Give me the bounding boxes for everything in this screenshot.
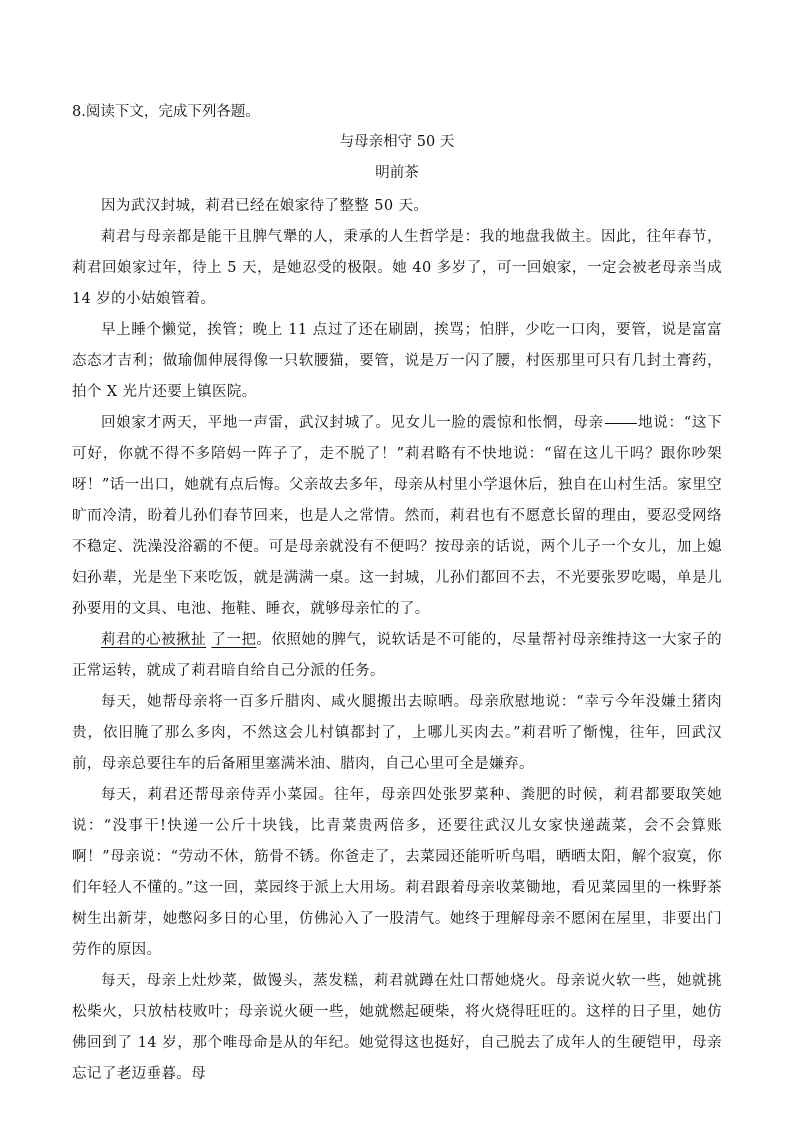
paragraph-8: 每天，母亲上灶炒菜，做馒头，蒸发糕，莉君就蹲在灶口帮她烧火。母亲说火软一些，她就挑松柴火，只放枯枝败叶；母亲说火硬一些，她就燃起硬柴，将火烧得旺旺的。这样的日子里，她仿佛回到了 14 岁，那个唯母命是从的年纪。她觉得这也挺好，自己脱去了成年人的生硬铠甲，母亲忘记了老迈垂暮。母 [72, 973, 722, 1082]
paragraph-2: 莉君与母亲都是能干且脾气犟的人，秉承的人生哲学是：我的地盘我做主。因此，往年春节，莉君回娘家过年，待上 5 天，是她忍受的极限。她 40 多岁了，可一回娘家，一定会被老母亲当成 14 岁的小姑娘管着。 [72, 229, 722, 307]
paragraph-1: 因为武汉封城，莉君已经在娘家待了整整 50 天。 [101, 198, 429, 214]
paragraph-6: 每天，她帮母亲将一百多斤腊肉、咸火腿搬出去晾晒。母亲欣慰地说：“幸亏今年没嫌土猪肉贵，依旧腌了那么多肉，不然这会儿村镇都封了，上哪儿买肉去。”莉君听了惭愧，往年，回武汉前，母亲总要往车的后备厢里塞满米油、腊肉，自己心里可全是嫌弃。 [72, 694, 722, 772]
paragraph-5-rest: 。依照她的脾气，说软话是不可能的，尽量帮衬母亲维持这一大家子的正常运转，就成了莉君暗自给自己分派的任务。 [72, 632, 722, 679]
paragraph-4-before-blank: 回娘家才两天，平地一声雷，武汉封城了。见女儿一脸的震惊和怅惘，母亲 [101, 415, 604, 431]
paragraph-4 [72, 408, 722, 625]
paragraph-3: 早上睡个懒觉，挨管；晚上 11 点过了还在刷剧，挨骂；怕胖，少吃一口肉，要管，说是富富态态才吉利；做瑜伽伸展得像一只软腰猫，要管，说是万一闪了腰，村医那里可只有几封土膏药，拍个 X 光片还要上镇医院。 [72, 322, 722, 400]
article-title: 与母亲相守 50 天 [339, 134, 455, 150]
paragraph-4-after-blank: 地说：“这下可好，你就不得不多陪妈一阵子了，走不脱了！”莉君略有不快地说：“留在这儿干吗？跟你吵架呀！”话一出口，她就有点后悔。父亲故去多年，母亲从村里小学退休后，独自在山村生活。家里空旷而冷清，盼着儿孙们春节回来，也是人之常情。然而，莉君也有不愿意长留的理由，要忍受网络不稳定、洗澡没浴霸的不便。可是母亲就没有不便吗？按母亲的话说，两个儿子一个女儿，加上媳妇孙辈，光是坐下来吃饭，就是满满一桌。这一封城，儿孙们都回不去，不光要张罗吃喝，单是儿孙要用的文具、电池、拖鞋、睡衣，就够母亲忙的了。 [72, 415, 722, 617]
article-author: 明前茶 [375, 165, 419, 181]
fill-in-blank [605, 422, 637, 424]
paragraph-7: 每天，莉君还帮母亲侍弄小菜园。往年，母亲四处张罗菜种、粪肥的时候，莉君都要取笑她说：“没事干!快递一公斤十块钱，比青菜贵两倍多，还要往武汉儿女家快递蔬菜，会不会算账啊！”母亲说：“劳动不休，筋骨不锈。你爸走了，去菜园还能听听鸟唱，晒晒太阳，解个寂寞，你们年轻人不懂的。”这一回，菜园终于派上大用场。莉君跟着母亲收菜锄地，看见菜园里的一株野茶树生出新芽，她憋闷多日的心里，仿佛沁入了一股清气。她终于理解母亲不愿闲在屋里，非要出门劳作的原因。 [72, 787, 722, 958]
underlined-phrase-1: 莉君的心被揪扯 [101, 632, 207, 648]
underlined-phrase-2: 了一把 [211, 632, 257, 648]
question-prompt: 8.阅读下文，完成下列各题。 [72, 104, 260, 120]
paragraph-5 [72, 625, 722, 687]
article-body [72, 191, 722, 1090]
